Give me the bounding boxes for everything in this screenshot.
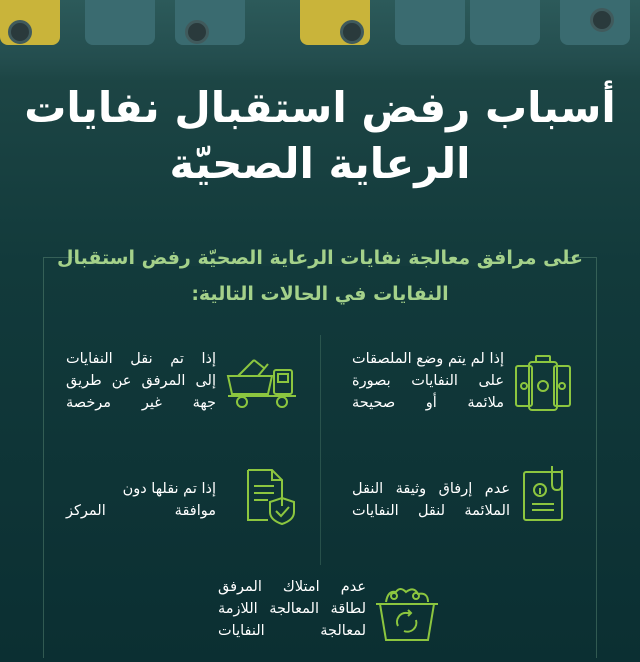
page-title (0, 80, 640, 192)
reason-line: عدم إرفاق وثيقة النقل (352, 481, 510, 497)
reason-line: عدم امتلاك المرفق (218, 579, 366, 595)
reason-line: لمعالجة النفايات (218, 623, 366, 639)
reason-line: الملائمة لنقل النفايات (352, 503, 510, 519)
title-line-1: أسباب رفض استقبال نفايات (24, 83, 616, 132)
bin-shape (395, 0, 465, 45)
bin-shape (175, 0, 245, 45)
bin-shape (85, 0, 155, 45)
reason-line: على النفايات بصورة (352, 373, 504, 389)
background-photo (0, 0, 640, 80)
subtitle-line-1: على مرافق معالجة نفايات الرعاية الصحيّة رفض استقبال (56, 247, 584, 269)
bin-shape (470, 0, 540, 45)
reason-line: لطاقة المعالجة اللازمة (218, 601, 366, 617)
wheel-shape (185, 20, 209, 44)
document-clip-icon (518, 464, 572, 524)
reason-line: إذا لم يتم وضع الملصقات (352, 351, 504, 367)
column-divider (320, 335, 321, 565)
wheel-shape (340, 20, 364, 44)
waste-bins-icon (512, 352, 574, 414)
subtitle-line-2: النفايات في الحالات التالية: (191, 283, 449, 305)
reason-line: إذا تم نقلها دون (122, 481, 216, 497)
subtitle (40, 240, 600, 312)
document-shield-icon (242, 466, 300, 526)
reason-line: إلى المرفق عن طريق (66, 373, 216, 389)
reason-line: جهة غير مرخصة (66, 395, 216, 411)
dump-truck-icon (224, 356, 302, 410)
wheel-shape (590, 8, 614, 32)
reason-line: ملائمة أو صحيحة (352, 395, 504, 411)
reason-line: موافقة المركز (66, 503, 216, 519)
recycle-bin-icon (374, 584, 440, 644)
wheel-shape (8, 20, 32, 44)
title-line-2: الرعاية الصحيّة (169, 139, 471, 188)
reason-line: إذا تم نقل النفايات (66, 351, 216, 367)
